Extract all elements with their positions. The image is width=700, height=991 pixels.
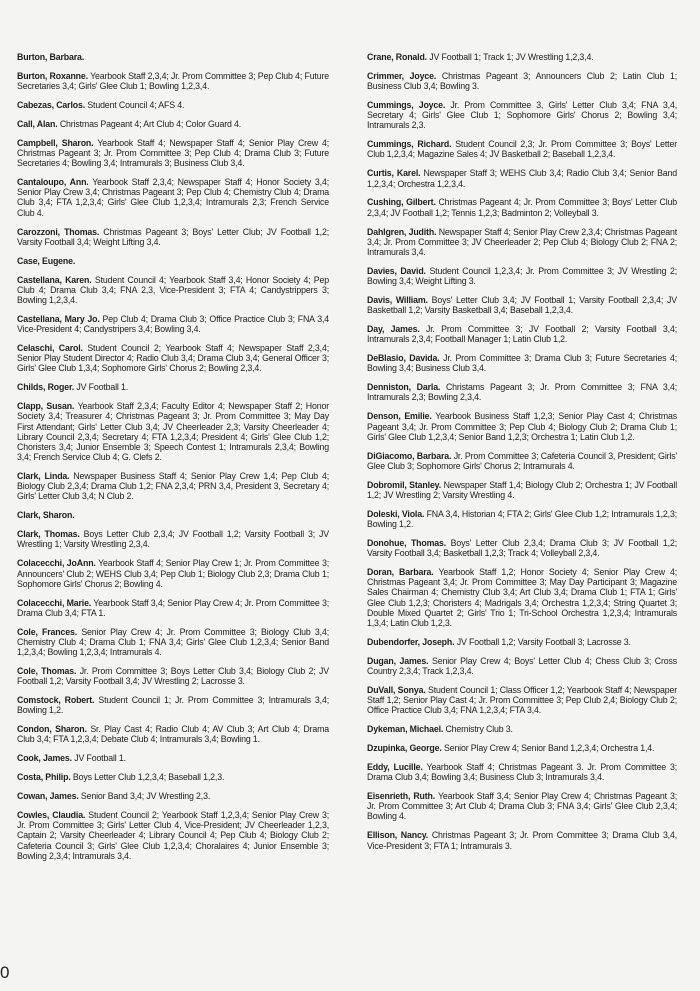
student-name: Denson, Emilie. <box>367 411 432 422</box>
student-entry <box>17 810 329 861</box>
student-entry <box>17 314 329 334</box>
student-name: Colacecchi, Marie. <box>17 597 92 608</box>
student-name: DuVall, Sonya. <box>367 684 426 695</box>
student-activities: Jr. Prom Committee 3, Girls' Letter Club 3,4; FNA 3,4, Secretary 4; Girls' Glee Club 1; Sophomore Girls' Chorus 2; Bowling 3,4; Intramurals 2,3. <box>367 99 677 131</box>
student-entry <box>367 411 677 442</box>
student-entry <box>17 695 329 715</box>
student-entry <box>367 724 677 734</box>
student-entry <box>367 567 677 628</box>
student-name: Denniston, Darla. <box>367 382 441 393</box>
student-activities: Jr. Prom Committee 3; Cafeteria Council 3, President; Girls' Glee Club 3; Sophomore Girls' Chorus 2; Intramurals 4. <box>367 450 677 471</box>
student-entry <box>367 685 677 716</box>
student-name: Eisenrieth, Ruth. <box>367 791 436 802</box>
student-entry <box>17 724 329 744</box>
student-activities: Yearbook Staff 1,2; Honor Society 4; Senior Play Crew 4; Christmas Pageant 3,4; Jr. Prom Committee 3; May Day Participant 3; Magazine Sales Chairman 4; Chemistry Club 3,4; Art Club 3,4; Drama Club 1; FTA 1; Girls' Glee Club 1,2,3; Choristers 4; Madrigals 3,4; Orchestra 1,2,3,4; String Quartet 3; Double Mixed Quartet 2; Girls' Trio 1; Tri-School Orchestra 1,2,3,4; Intramurals 1,3,4; Latin Club 1,2,3. <box>367 567 678 629</box>
student-name: Doran, Barbara. <box>367 567 434 577</box>
student-entry <box>367 227 677 258</box>
student-activities: Yearbook Staff 3,4; Senior Play Crew 4; Jr. Prom Committee 3; Drama Club 3,4; FTA 1. <box>17 597 330 618</box>
student-activities: Yearbook Staff 3,4; Senior Play Crew 4; Christmas Pageant 3; Jr. Prom Committee 3; Art Club 4; Drama Club 3; FNA 3,4; Girls' Glee Club 2,3,4; Bowling 4. <box>367 791 677 822</box>
student-activities: JV Football 1. <box>74 753 126 764</box>
student-name: Burton, Roxanne. <box>17 70 88 81</box>
student-entry <box>17 275 329 306</box>
student-name: Cummings, Joyce. <box>367 99 446 110</box>
student-activities: Jr. Prom Committee 3; Boys Letter Club 3,4; Biology Club 2; JV Football 1,2; Varsity Football 3,4; JV Wrestling 2; Lacrosse 3. <box>17 666 329 687</box>
student-activities: FNA 3,4, Historian 4; FTA 2; Girls' Glee Club 1,2; Intramurals 1,2,3; Bowling 1,2. <box>367 508 677 530</box>
student-entry <box>367 295 677 315</box>
student-entry <box>17 471 329 502</box>
student-name: Clark, Thomas. <box>17 529 80 540</box>
student-entry <box>17 177 329 218</box>
student-entry <box>367 656 677 676</box>
student-entry <box>367 139 677 159</box>
student-name: Clapp, Susan. <box>17 401 75 412</box>
student-name: DiGiacomo, Barbara. <box>367 450 452 461</box>
student-activities: Student Council 2; Yearbook Staff 1,2,3,4; Senior Play Crew 3; Jr. Prom Committee 3; Girls' Letter Club 4, Vice-President; JV Cheerleader 1,2,3, Captain 2; Varsity Cheerleader 4; Library Council 4; Pep Club 4; Biology Club 2; Cafeteria Council 3; Girls' Glee Club 1,2,3,4; Choralaires 4; Junior Ensemble 3; Bowling 2,3,4; Intramurals 3,4. <box>17 809 330 861</box>
student-entry <box>367 480 677 500</box>
student-entry <box>17 666 329 686</box>
student-entry <box>17 401 329 462</box>
student-entry <box>367 762 677 782</box>
student-name: DeBlasio, Davida. <box>367 353 440 364</box>
student-activities: Newspaper Staff 4; Senior Play Crew 2,3,4; Christmas Pageant 3,4; Jr. Prom Committee 3; JV Cheerleader 2; Pep Club 4; Biology Club 2; FNA 2; Intramurals 3,4. <box>367 226 677 257</box>
student-entry <box>367 637 677 647</box>
student-name: Cowles, Claudia. <box>17 809 86 820</box>
student-name: Cantaloupo, Ann. <box>17 177 89 188</box>
student-name: Carozzoni, Thomas. <box>17 226 100 237</box>
student-activities: JV Football 1,2; Varsity Football 3; Lacrosse 3. <box>456 636 631 647</box>
student-entry <box>17 52 329 62</box>
student-entry <box>367 324 677 344</box>
student-name: Dzupinka, George. <box>367 743 442 754</box>
student-entry <box>17 138 329 169</box>
student-entry <box>17 529 329 549</box>
student-activities: Newspaper Staff 3; WEHS Club 3,4; Radio Club 3,4; Senior Band 1,2,3,4; Orchestra 1,2,3,4. <box>367 168 678 189</box>
student-name: Dobromil, Stanley. <box>367 479 442 490</box>
student-name: Ellison, Nancy. <box>367 830 429 841</box>
student-name: Donohue, Thomas. <box>367 537 447 548</box>
student-entry <box>367 509 677 529</box>
student-activities: Chemistry Club 3. <box>445 724 513 735</box>
student-name: Eddy, Lucille. <box>367 761 423 772</box>
student-name: Cowan, James. <box>17 791 79 802</box>
student-entry <box>367 743 677 753</box>
student-entry <box>367 830 677 850</box>
student-name: Dahlgren, Judith. <box>367 226 437 237</box>
student-entry <box>17 227 329 247</box>
student-entry <box>367 353 677 373</box>
student-name: Dubendorfer, Joseph. <box>367 636 455 647</box>
student-name: Condon, Sharon. <box>17 724 87 735</box>
student-entry <box>367 197 677 217</box>
student-name: Crane, Ronald. <box>367 52 427 62</box>
student-entry <box>367 100 677 131</box>
student-activities: Yearbook Staff 4; Senior Play Crew 1; Jr. Prom Committee 3; Announcers' Club 2; WEHS Club 3,4; Pep Club 1; Biology Club 2,3; Drama Club 1; Sophomore Girls' Chorus 2; Bowling 4. <box>17 558 329 589</box>
student-entry <box>17 119 329 129</box>
student-entry <box>367 451 677 471</box>
student-activities: Senior Band 3,4; JV Wrestling 2,3. <box>80 791 211 802</box>
student-name: Call, Alan. <box>17 118 58 129</box>
student-name: Campbell, Sharon. <box>17 137 94 148</box>
student-activities: Student Council 1; Jr. Prom Committee 3; Intramurals 3,4; Bowling 1,2. <box>17 695 330 716</box>
student-entry <box>17 753 329 763</box>
student-name: Dugan, James. <box>367 655 429 666</box>
student-name: Cummings, Richard. <box>367 139 452 150</box>
student-name: Curtis, Karel. <box>367 168 421 179</box>
student-name: Clark, Sharon. <box>17 510 75 521</box>
student-name: Childs, Roger. <box>17 382 75 393</box>
student-name: Davies, David. <box>367 265 426 276</box>
student-activities: Christmas Pageant 4; Jr. Prom Committee 3; Boys' Letter Club 2,3,4; JV Football 1,2; Tennis 1,2,3; Badminton 2; Volleyball 3. <box>367 197 677 218</box>
student-entry <box>367 168 677 188</box>
student-entry <box>17 558 329 589</box>
student-name: Castellana, Mary Jo. <box>17 313 100 324</box>
student-entry <box>17 791 329 801</box>
student-name: Cole, Frances. <box>17 626 78 637</box>
student-activities: Boys' Letter Club 2,3,4; Drama Club 3; JV Football 1,2; Varsity Football 3,4; Basketball 1,2,3; Track 4; Volleyball 2,3,4. <box>367 537 677 559</box>
student-activities: Christmas Pageant 4; Art Club 4; Color Guard 4. <box>59 118 242 129</box>
student-entry <box>367 71 677 91</box>
student-activities: Yearbook Staff 4; Newspaper Staff 4; Senior Play Crew 4; Christmas Pageant 3; Jr. Prom Committee 3; Pep Club 4; Drama Club 3; Future Secretaries 4; Bowling 3,4; Intramurals 3; Business Club 3,4. <box>17 137 329 169</box>
student-activities: Pep Club 4; Drama Club 3; Office Practice Club 3; FNA 3,4 Vice-President 4; Candystripers 3,4; Bowling 3,4. <box>17 313 329 335</box>
student-entry <box>17 256 329 266</box>
student-activities: Jr. Prom Committee 3; Drama Club 3; Future Secretaries 4; Bowling 3,4; Business Club 3,4. <box>367 353 677 374</box>
student-entry <box>17 772 329 782</box>
student-activities: Sr. Play Cast 4; Radio Club 4; AV Club 3; Art Club 4; Drama Club 3,4; FTA 1,2,3,4; Debate Club 4; Intramurals 3,4; Bowling 1. <box>17 724 330 745</box>
student-name: Dykeman, Michael. <box>367 724 444 735</box>
student-activities: Yearbook Staff 2,3,4; Faculty Editor 4; Newspaper Staff 2; Honor Society 3,4; Treasurer 4; Christmas Pageant 3; Jr. Prom Committee 3; May Day First Attendant; Girls' Letter Club 3,4; JV Cheerleader 2,3; Varsity Cheerleader 4; Library Council 2,3,4; Secretary 4; FTA 1,2,3,4; President 4; Girls' Glee Club 1,2; Choristers 3,4; Junior Ensemble 3; Speech Contest 1; Intramurals 2,3,4; Bowling 3,4; French Service Club 4; G. Clefs 2. <box>17 401 330 463</box>
student-activities: Student Council 4; AFS 4. <box>87 99 185 110</box>
student-entry <box>367 52 677 62</box>
student-name: Burton, Barbara. <box>17 52 85 62</box>
student-activities: Student Council 1,2,3,4; Jr. Prom Committee 3; JV Wrestling 2; Bowling 3,4; Weight Lifting 3. <box>367 265 677 287</box>
student-activities: Christmas Pageant 3; Boys' Letter Club; JV Football 1,2; Varsity Football 3,4; Weight Lifting 3,4. <box>17 226 329 247</box>
student-activities: Yearbook Staff 4; Christmas Pageant 3. Jr. Prom Committee 3; Drama Club 3,4; Bowling 3,4; Business Club 3; Intramurals 3,4. <box>367 761 677 783</box>
student-name: Colacecchi, JoAnn. <box>17 558 96 569</box>
student-name: Cabezas, Carlos. <box>17 99 86 110</box>
page-number: 0 <box>0 963 10 982</box>
right-column <box>367 52 677 859</box>
student-entry <box>367 382 677 402</box>
student-activities: JV Football 1. <box>76 382 129 393</box>
student-name: Celaschi, Carol. <box>17 342 83 353</box>
student-entry <box>17 100 329 110</box>
left-column <box>17 52 329 870</box>
student-activities: Christmas Pageant 3; Jr. Prom Committee 3; Drama Club 3,4, Vice-President 3; FTA 1; Intramurals 3. <box>367 830 678 851</box>
student-activities: Student Council 2; Yearbook Staff 4; Newspaper Staff 2,3,4; Senior Play Student Director 4; Radio Club 3,4; Drama Club 3,4; General Officer 3; Girls' Glee Club 1,3,4; Sophomore Girls' Chorus 2; Bowling 2,3,4. <box>17 342 329 374</box>
student-name: Cole, Thomas. <box>17 666 77 676</box>
student-name: Davis, William. <box>367 294 428 305</box>
student-entry <box>17 382 329 392</box>
student-activities: Student Council 2,3; Jr. Prom Committee 3; Boys' Letter Club 1,2,3,4; Magazine Sales 4; JV Basketball 2; Baseball 1,2,3,4. <box>367 139 677 160</box>
student-activities: Boys' Letter Club 3,4; JV Football 1; Varsity Football 2,3,4; JV Basketball 1,2; Varsity Basketball 3,4; Baseball 1,2,3,4. <box>367 294 677 316</box>
student-activities: Christams Pageant 3; Jr. Prom Committee 3; FNA 3,4; Intramurals 2,3; Bowling 2,3,4. <box>367 382 677 403</box>
student-activities: Yearbook Staff 2,3,4; Newspaper Staff 4; Honor Society 3,4; Senior Play Crew 3,4; Christmas Pageant 3; Pep Club 4; Chemistry Club 4; Drama Club 3,4; FTA 1,2,3,4; Girls' Glee Club 1,2,3,4; Intramurals 2,3; French Service Club 4. <box>17 177 329 218</box>
student-name: Costa, Philip. <box>17 772 71 783</box>
student-activities: Newspaper Business Staff 4; Senior Play Crew 1,4; Pep Club 4; Biology Club 2,3,4; Drama Club 1,2; FNA 2,3,4; PRN 3,4, President 3, Secretary 4; Girls' Letter Club 3,4; N Club 2. <box>17 471 329 502</box>
student-activities: Newspaper Staff 1,4; Biology Club 2; Orchestra 1; JV Football 1,2; JV Wrestling 2; Varsity Wrestling 4. <box>367 479 677 500</box>
student-name: Doleski, Viola. <box>367 508 425 519</box>
student-entry <box>367 538 677 558</box>
student-name: Cushing, Gilbert. <box>367 197 436 208</box>
student-activities: Yearbook Staff 2,3,4; Jr. Prom Committee 3; Pep Club 4; Future Secretaries 3,4; Girls' Glee Club 1; Bowling 1,2,3,4. <box>17 70 329 92</box>
student-activities: Boys Letter Club 1,2,3,4; Baseball 1,2,3. <box>72 772 225 783</box>
student-activities: Student Council 1; Class Officer 1,2; Yearbook Staff 4; Newspaper Staff 1,2; Senior Play Cast 4; Jr. Prom Committee 3; Pep Club 2,4; Biology Club 2; Office Practice Club 3,4; FNA 1,2,3,4; FTA 3,4. <box>367 684 677 716</box>
student-name: Cook, James. <box>17 753 72 764</box>
student-entry <box>17 627 329 658</box>
student-entry <box>17 598 329 618</box>
student-name: Case, Eugene. <box>17 255 76 266</box>
student-entry <box>367 791 677 822</box>
student-name: Clark, Linda. <box>17 471 70 482</box>
student-entry <box>17 71 329 91</box>
student-activities: Senior Play Crew 4; Jr. Prom Committee 3; Biology Club 3,4; Chemistry Club 4; Drama Club 1; FNA 3,4; Girls' Glee Club 1,2,3,4; Senior Band 1,2,3,4; Bowling 1,2,3,4; Intramurals 4. <box>17 626 329 658</box>
student-activities: Student Council 4; Yearbook Staff 3,4; Honor Society 4; Pep Club 4; Drama Club 3,4; FNA 2,3, Vice-President 3; FTA 4; Candystrippers 3; Bowling 1,2,3,4. <box>17 274 329 305</box>
student-activities: Boys Letter Club 2,3,4; JV Football 1,2; Varsity Football 3; JV Wrestling 1; Varsity Wrestling 2,3,4. <box>17 529 329 550</box>
student-name: Castellana, Karen. <box>17 274 92 285</box>
student-entry <box>367 266 677 286</box>
student-entry <box>17 343 329 374</box>
student-name: Day, James. <box>367 324 420 335</box>
student-activities: Jr. Prom Committee 3; JV Football 2; Varsity Football 3,4; Intramurals 2,3,4; Football Manager 1; Latin Club 1,2. <box>367 324 678 345</box>
student-activities: JV Football 1; Track 1; JV Wrestling 1,2,3,4. <box>429 52 594 62</box>
student-activities: Senior Play Crew 4; Senior Band 1,2,3,4; Orchestra 1,4. <box>443 743 655 754</box>
student-activities: Yearbook Business Staff 1,2,3; Senior Play Cast 4; Christmas Pageant 3,4; Jr. Prom Committee 3; Pep Club 4; Biology Club 2; Drama Club 1; Girls' Glee Club 1,2,3,4; Senior Band 1,2,3; Orchestra 1; Latin Club 1,2. <box>367 411 677 442</box>
student-name: Crimmer, Joyce. <box>367 70 437 81</box>
student-entry <box>17 510 329 520</box>
student-name: Comstock, Robert. <box>17 695 95 706</box>
student-activities: Senior Play Crew 4; Boys' Letter Club 4; Chess Club 3; Cross Country 2,3,4; Track 1,2,3,4. <box>367 655 678 676</box>
student-activities: Christmas Pageant 3; Announcers Club 2; Latin Club 1; Business Club 3,4; Bowling 3. <box>367 70 678 92</box>
